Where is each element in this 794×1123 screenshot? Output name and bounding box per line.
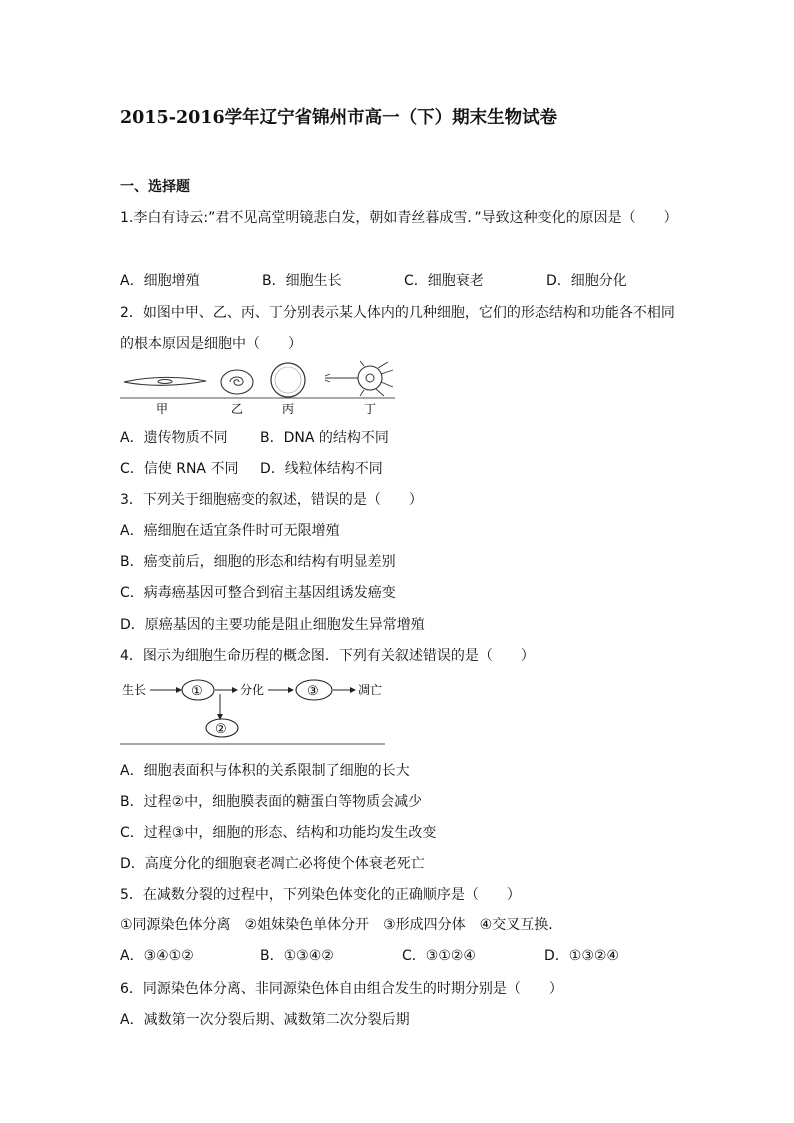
q5-option-b: B．①③④② (260, 948, 334, 964)
cell-ding-illustration (325, 361, 393, 396)
q3-option-d: D．原癌基因的主要功能是阻止细胞发生异常增殖 (120, 617, 425, 633)
figure-label-bing: 丙 (282, 402, 295, 416)
q3-stem: 3．下列关于细胞癌变的叙述，错误的是（ ） (120, 492, 423, 508)
q4-option-b: B．过程②中，细胞膜表面的糖蛋白等物质会减少 (120, 794, 423, 810)
q1-option-d: D．细胞分化 (546, 273, 627, 289)
q1-option-a: A．细胞增殖 (120, 273, 200, 289)
diagram-start-label: 生长 (122, 683, 147, 697)
section-heading: 一、选择题 (120, 179, 190, 195)
q5-stem: 5．在减数分裂的过程中，下列染色体变化的正确顺序是（ ） (120, 887, 521, 903)
page-title: 2015-2016学年辽宁省锦州市高一（下）期末生物试卷 (120, 108, 558, 128)
q1-option-b: B．细胞生长 (262, 273, 342, 289)
diagram-node-2: ② (215, 722, 227, 737)
diagram-node-3: ③ (307, 684, 319, 699)
q3-option-a: A．癌细胞在适宜条件时可无限增殖 (120, 523, 340, 539)
diagram-middle-label: 分化 (240, 683, 265, 697)
diagram-end-label: 凋亡 (358, 683, 383, 697)
q4-stem: 4．图示为细胞生命历程的概念图．下列有关叙述错误的是（ ） (120, 648, 535, 664)
q4-option-c: C．过程③中，细胞的形态、结构和功能均发生改变 (120, 825, 437, 841)
q2-stem-line1: 2．如图中甲、乙、丙、丁分别表示某人体内的几种细胞，它们的形态结构和功能各不相同 (120, 305, 675, 321)
q2-option-c: C．信使 RNA 不同 (120, 461, 239, 477)
q6-option-a: A．减数第一次分裂后期、减数第二次分裂后期 (120, 1012, 410, 1028)
q2-cell-figure (120, 360, 395, 416)
q5-items: ①同源染色体分离 ②姐妹染色单体分开 ③形成四分体 ④交叉互换． (120, 917, 563, 933)
figure-label-yi: 乙 (231, 402, 244, 416)
q5-option-d: D．①③②④ (544, 948, 619, 964)
q3-option-c: C．病毒癌基因可整合到宿主基因组诱发癌变 (120, 585, 396, 601)
q1-option-c: C．细胞衰老 (404, 273, 484, 289)
q4-option-d: D．高度分化的细胞衰老凋亡必将使个体衰老死亡 (120, 856, 425, 872)
q3-option-b: B．癌变前后，细胞的形态和结构有明显差别 (120, 554, 396, 570)
q5-option-c: C．③①②④ (402, 948, 476, 964)
q4-life-history-diagram (120, 675, 385, 747)
q2-option-a: A．遗传物质不同 (120, 430, 228, 446)
figure-label-jia: 甲 (156, 402, 169, 416)
diagram-node-1: ① (191, 684, 203, 699)
q2-option-d: D．线粒体结构不同 (260, 461, 383, 477)
q2-stem-line2: 的根本原因是细胞中（ ） (120, 336, 302, 352)
cell-jia-illustration (124, 377, 206, 385)
q6-stem: 6．同源染色体分离、非同源染色体自由组合发生的时期分别是（ ） (120, 981, 563, 997)
cell-yi-illustration (221, 370, 253, 394)
cell-bing-illustration (271, 363, 305, 397)
q5-option-a: A．③④①② (120, 948, 194, 964)
figure-label-ding: 丁 (364, 402, 377, 416)
q1-stem: 1.李白有诗云:”君不见高堂明镜悲白发，朝如青丝暮成雪．”导致这种变化的原因是（ ） (120, 210, 678, 226)
q4-option-a: A．细胞表面积与体积的关系限制了细胞的长大 (120, 763, 410, 779)
q2-option-b: B．DNA 的结构不同 (260, 430, 389, 446)
